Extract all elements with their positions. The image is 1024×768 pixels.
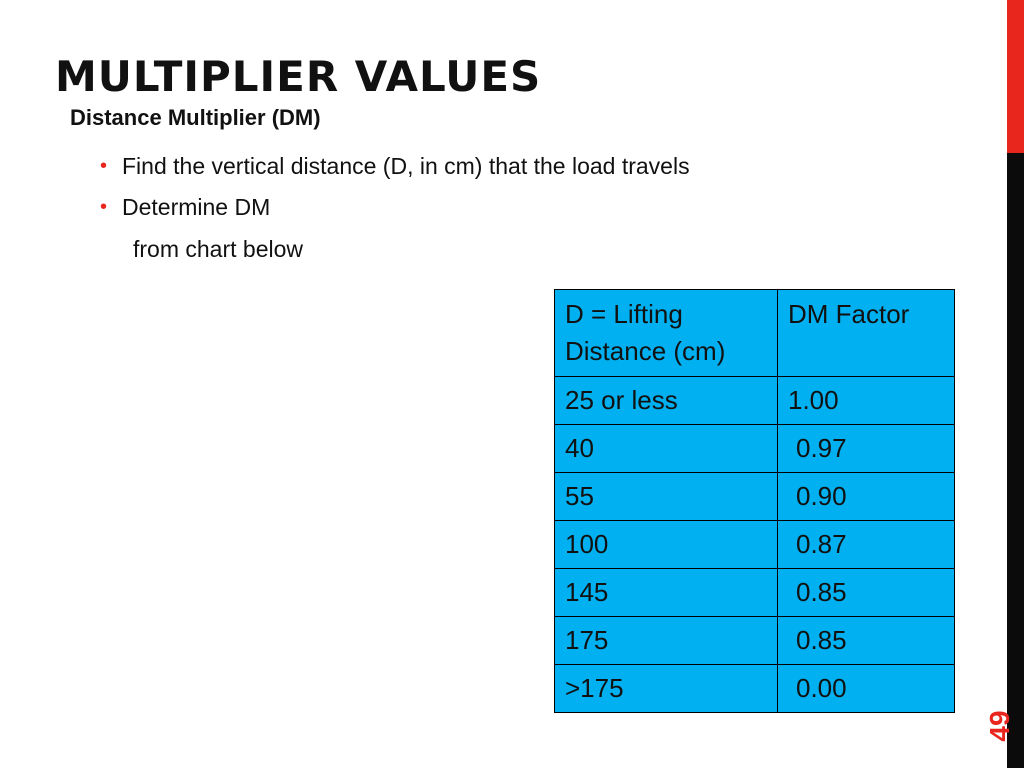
factor-cell <box>778 617 955 665</box>
distance-cell: 100 <box>555 521 778 569</box>
distance-cell: 25 or less <box>555 377 778 425</box>
dm-factor-table <box>554 289 955 713</box>
page-number: 49 <box>984 710 1015 742</box>
table-row <box>555 521 955 569</box>
factor-cell <box>778 473 955 521</box>
factor-cell <box>778 377 955 425</box>
factor-value: 0.85 <box>796 577 847 607</box>
table-row <box>555 473 955 521</box>
slide-subtitle: Distance Multiplier (DM) <box>70 105 321 130</box>
factor-value: 1.00 <box>788 385 839 415</box>
side-accent-bar-red <box>1007 0 1024 153</box>
distance-cell: 175 <box>555 617 778 665</box>
factor-value: 0.00 <box>796 673 847 703</box>
bullet-item <box>100 193 690 221</box>
factor-value: 0.97 <box>796 433 847 463</box>
table-row <box>555 665 955 713</box>
factor-value: 0.87 <box>796 529 847 559</box>
bullet-dot-icon: • <box>100 155 108 177</box>
table-row <box>555 569 955 617</box>
bullet-continuation: from chart below <box>133 236 304 262</box>
bullet-list <box>100 152 690 234</box>
bullet-text: Find the vertical distance (D, in cm) that the load travels <box>122 153 690 179</box>
bullet-item <box>100 152 690 180</box>
factor-cell <box>778 665 955 713</box>
factor-cell <box>778 521 955 569</box>
factor-cell <box>778 425 955 473</box>
table-header-row <box>555 290 955 377</box>
table-row <box>555 617 955 665</box>
factor-cell <box>778 569 955 617</box>
distance-cell: 145 <box>555 569 778 617</box>
distance-cell: 55 <box>555 473 778 521</box>
bullet-text: Determine DM <box>122 194 271 220</box>
header-lifting-distance: D = Lifting Distance (cm) <box>555 290 778 377</box>
table-row <box>555 377 955 425</box>
header-dm-factor: DM Factor <box>778 290 955 377</box>
distance-cell: >175 <box>555 665 778 713</box>
factor-value: 0.85 <box>796 625 847 655</box>
side-accent-bar-black <box>1007 153 1024 768</box>
table-row <box>555 425 955 473</box>
bullet-dot-icon: • <box>100 196 108 218</box>
slide-title: MULTIPLIER VALUES <box>55 52 542 101</box>
factor-value: 0.90 <box>796 481 847 511</box>
distance-cell: 40 <box>555 425 778 473</box>
